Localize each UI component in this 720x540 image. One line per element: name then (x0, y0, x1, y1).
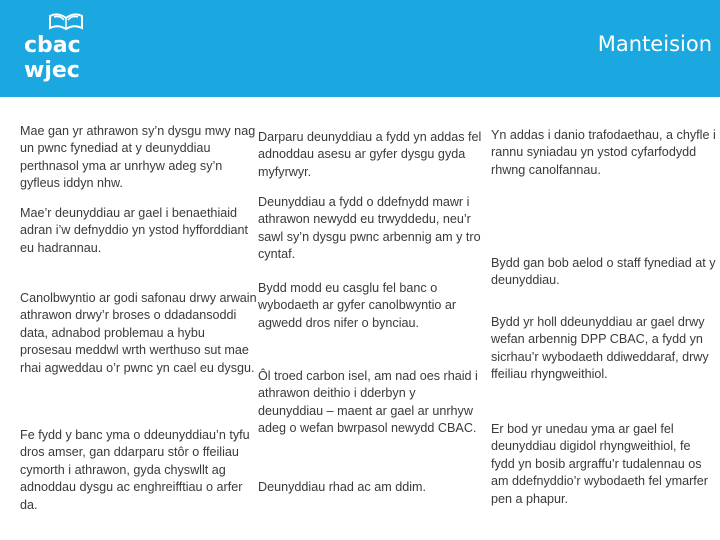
logo-text-wjec: wjec (24, 58, 80, 83)
open-book-icon (48, 12, 84, 30)
paragraph: Deunyddiau a fydd o ddefnydd mawr i athrawon newydd eu trwyddedu, neu’r sawl sy’n dysgu pwnc arbennig am y tro cyntaf. (258, 195, 481, 262)
paragraph: Er bod yr unedau yma ar gael fel deunyddiau digidol rhyngweithiol, fe fydd yn bosib argraffu’r tudalennau os am ddefnyddio’r wybodaeth fel ymarfer pen a phapur. (491, 422, 709, 506)
paragraph: Bydd gan bob aelod o staff fynediad at y deunyddiau. (491, 256, 716, 288)
logo-text-cbac: cbac (24, 33, 81, 58)
paragraph: Bydd modd eu casglu fel banc o wybodaeth ar gyfer canolbwyntio ar agwedd dros nifer o bynciau. (258, 281, 457, 330)
paragraph: Mae’r deunyddiau ar gael i benaethiaid adran i’w defnyddio yn ystod hyfforddiant eu hadrannau. (20, 206, 248, 255)
paragraph: Mae gan yr athrawon sy’n dysgu mwy nag un pwnc fynediad at y deunyddiau perthnasol yma ar unrhyw adeg sy’n gyfleus iddyn nhw. (20, 124, 256, 191)
paragraph: Canolbwyntio ar godi safonau drwy arwain athrawon drwy’r broses o ddadansoddi data, adnabod problemau a hybu prosesau meddwl wrth werthuso sut mae rhai agweddau o’r pwnc yn cael eu dysgu. (20, 291, 257, 375)
paragraph: Bydd yr holl ddeunyddiau ar gael drwy wefan arbennig DPP CBAC, a fydd yn sicrhau’r wybodaeth ddiweddaraf, drwy ffeiliau rhyngweithiol. (491, 315, 709, 382)
paragraph: Fe fydd y banc yma o ddeunyddiau’n tyfu dros amser, gan ddarparu stôr o ffeiliau cymorth i athrawon, gyda chyswllt ag adnoddau dysgu ac enghreifftiau o arfer da. (20, 428, 250, 512)
slide-title: Manteision (597, 32, 712, 56)
paragraph: Yn addas i danio trafodaethau, a chyfle i rannu syniadau yn ystod cyfarfodydd rhwng canolfannau. (491, 128, 716, 177)
paragraph: Darparu deunyddiau a fydd yn addas fel adnoddau asesu ar gyfer dysgu gyda myfyrwyr. (258, 130, 482, 179)
header-bar (0, 0, 720, 97)
paragraph: Deunyddiau rhad ac am ddim. (258, 480, 427, 494)
wjec-logo (20, 10, 100, 90)
paragraph: Ôl troed carbon isel, am nad oes rhaid i athrawon deithio i dderbyn y deunyddiau – maent ar gael ar unrhyw adeg o wefan bwrpasol newydd CBAC. (258, 369, 478, 436)
